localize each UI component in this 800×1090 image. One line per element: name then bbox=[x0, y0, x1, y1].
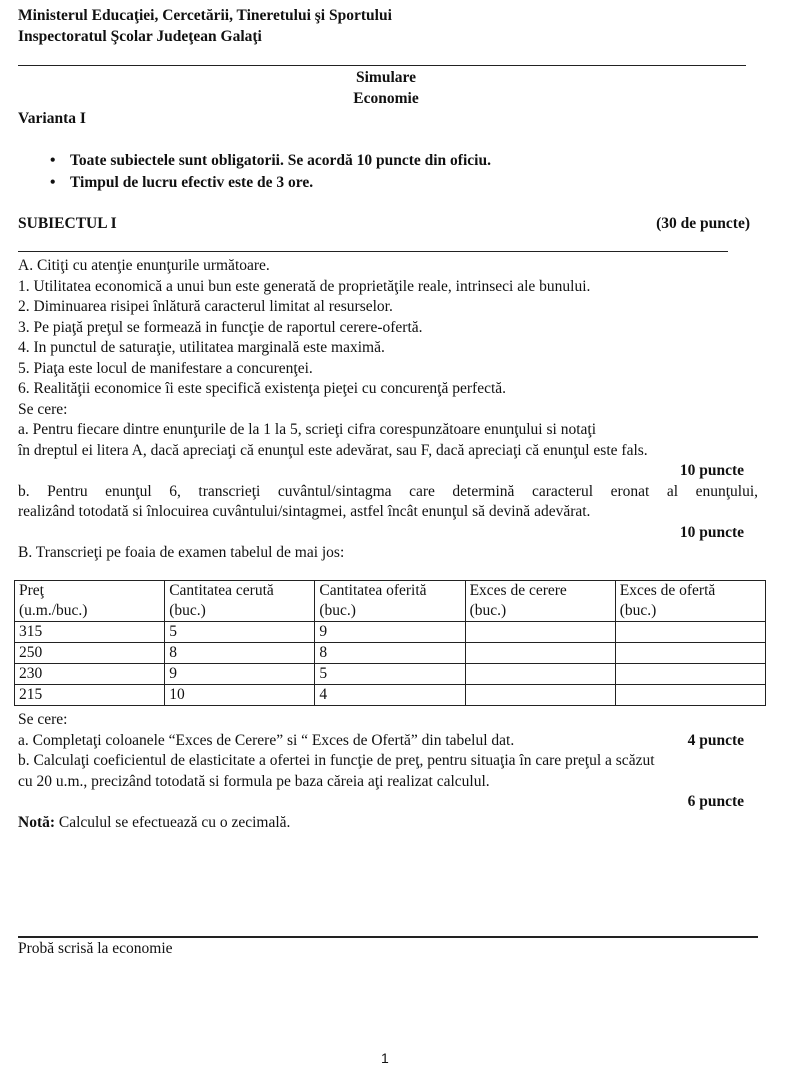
table-cell bbox=[615, 664, 765, 685]
task-a-points: 4 puncte bbox=[687, 731, 744, 749]
table-cell: 250 bbox=[15, 643, 165, 664]
required-label: Se cere: bbox=[18, 711, 68, 728]
table-header-cell: Exces de cerere (buc.) bbox=[465, 581, 615, 622]
table-cell: 8 bbox=[315, 643, 465, 664]
subject-points: (30 de puncte) bbox=[656, 215, 750, 232]
statement: 5. Piaţa este locul de manifestare a concurenţei. bbox=[18, 359, 313, 377]
task-b-line: b. Pentru enunţul 6, transcrieţi cuvântul/sintagma care determină caracterul eronat al enunţului, bbox=[18, 482, 758, 500]
table-cell bbox=[465, 685, 615, 706]
table-header-cell: Preţ (u.m./buc.) bbox=[15, 581, 165, 622]
inspectorate-header: Inspectoratul Şcolar Judeţean Galaţi bbox=[18, 28, 262, 45]
subject-divider bbox=[18, 251, 728, 252]
statement: 6. Realităţii economice îi este specifică existenţa pieţei cu concurenţă perfectă. bbox=[18, 380, 507, 397]
table-cell: 5 bbox=[315, 664, 465, 685]
statement: 4. In punctul de saturaţie, utilitatea marginală este maximă. bbox=[18, 339, 385, 356]
task-a-line: în dreptul ei litera A, dacă apreciaţi că enunţul este adevărat, sau F, dacă apreciaţi că enunţul este fals. bbox=[18, 441, 648, 459]
table-cell: 10 bbox=[165, 685, 315, 706]
supply-demand-table bbox=[14, 580, 766, 706]
table-cell bbox=[615, 622, 765, 643]
table-cell: 5 bbox=[165, 622, 315, 643]
table-row bbox=[15, 643, 766, 664]
part-a-intro: A. Citiţi cu atenţie enunţurile următoare. bbox=[18, 257, 270, 274]
statement: 3. Pe piaţă preţul se formează in funcţie de raportul cerere-ofertă. bbox=[18, 318, 423, 336]
note bbox=[18, 813, 758, 834]
table-cell: 230 bbox=[15, 664, 165, 685]
exam-subject: Economie bbox=[353, 90, 419, 107]
instruction-item: • Toate subiectele sunt obligatorii. Se acordă 10 puncte din oficiu. bbox=[50, 151, 491, 173]
table-cell: 4 bbox=[315, 685, 465, 706]
table-cell: 9 bbox=[165, 664, 315, 685]
part-b-intro: B. Transcrieţi pe foaia de examen tabelul de mai jos: bbox=[18, 544, 345, 561]
statement: 1. Utilitatea economică a unui bun este generată de proprietăţile reale, intrinseci ale bunului. bbox=[18, 277, 591, 295]
task-b-points: 6 puncte bbox=[687, 793, 744, 810]
footer-text: Probă scrisă la economie bbox=[18, 940, 173, 957]
table-header-cell: Exces de ofertă (buc.) bbox=[615, 581, 765, 622]
subject-label: SUBIECTUL I bbox=[18, 215, 117, 232]
table-row bbox=[15, 622, 766, 643]
table-cell bbox=[465, 643, 615, 664]
statement: 2. Diminuarea risipei înlătură caracterul limitat al resurselor. bbox=[18, 298, 393, 315]
table-cell: 8 bbox=[165, 643, 315, 664]
table-cell bbox=[615, 643, 765, 664]
table-cell bbox=[465, 664, 615, 685]
required-label: Se cere: bbox=[18, 400, 68, 418]
table-cell: 315 bbox=[15, 622, 165, 643]
note-label: Notă: bbox=[18, 813, 56, 831]
ministry-header: Ministerul Educaţiei, Cercetării, Tineretului şi Sportului bbox=[18, 7, 392, 24]
table-row bbox=[15, 664, 766, 685]
table-cell bbox=[615, 685, 765, 706]
task-b-line: cu 20 u.m., precizând totodată si formula pe baza căreia aţi realizat calculul. bbox=[18, 772, 490, 790]
task-b-line: b. Calculaţi coeficientul de elasticitate a ofertei in funcţie de preţ, pentru situaţia în care preţul a scăzut bbox=[18, 752, 655, 769]
task-a-text: a. Completaţi coloanele “Exces de Cerere” si “ Exces de Ofertă” din tabelul dat. bbox=[18, 731, 515, 749]
table-cell: 215 bbox=[15, 685, 165, 706]
instructions-list bbox=[50, 151, 491, 195]
exam-title: Simulare bbox=[356, 69, 416, 86]
table-header-cell: Cantitatea cerută (buc.) bbox=[165, 581, 315, 622]
table-row bbox=[15, 685, 766, 706]
task-a-points: 10 puncte bbox=[679, 462, 744, 479]
task-b-points: 10 puncte bbox=[679, 523, 744, 541]
note-text: Calculul se efectuează cu o zecimală. bbox=[55, 813, 291, 831]
instruction-item: • Timpul de lucru efectiv este de 3 ore. bbox=[50, 173, 491, 195]
task-b-line: realizând totodată si înlocuirea cuvântului/sintagmei, astfel încât enunţul să devină adevărat. bbox=[18, 503, 591, 520]
part-a bbox=[18, 256, 758, 564]
table-cell: 9 bbox=[315, 622, 465, 643]
variant-label: Varianta I bbox=[18, 110, 86, 127]
task-a-line: a. Pentru fiecare dintre enunţurile de la 1 la 5, scrieţi cifra corespunzătoare enunţului si notaţi bbox=[18, 421, 597, 438]
table-header-row bbox=[15, 581, 766, 622]
part-b-tasks bbox=[18, 710, 758, 833]
header-divider bbox=[18, 65, 746, 66]
page-number: 1 bbox=[381, 1050, 389, 1066]
table-cell bbox=[465, 622, 615, 643]
task-a-row bbox=[18, 731, 758, 752]
table-header-cell: Cantitatea oferită (buc.) bbox=[315, 581, 465, 622]
footer-divider bbox=[18, 936, 758, 938]
